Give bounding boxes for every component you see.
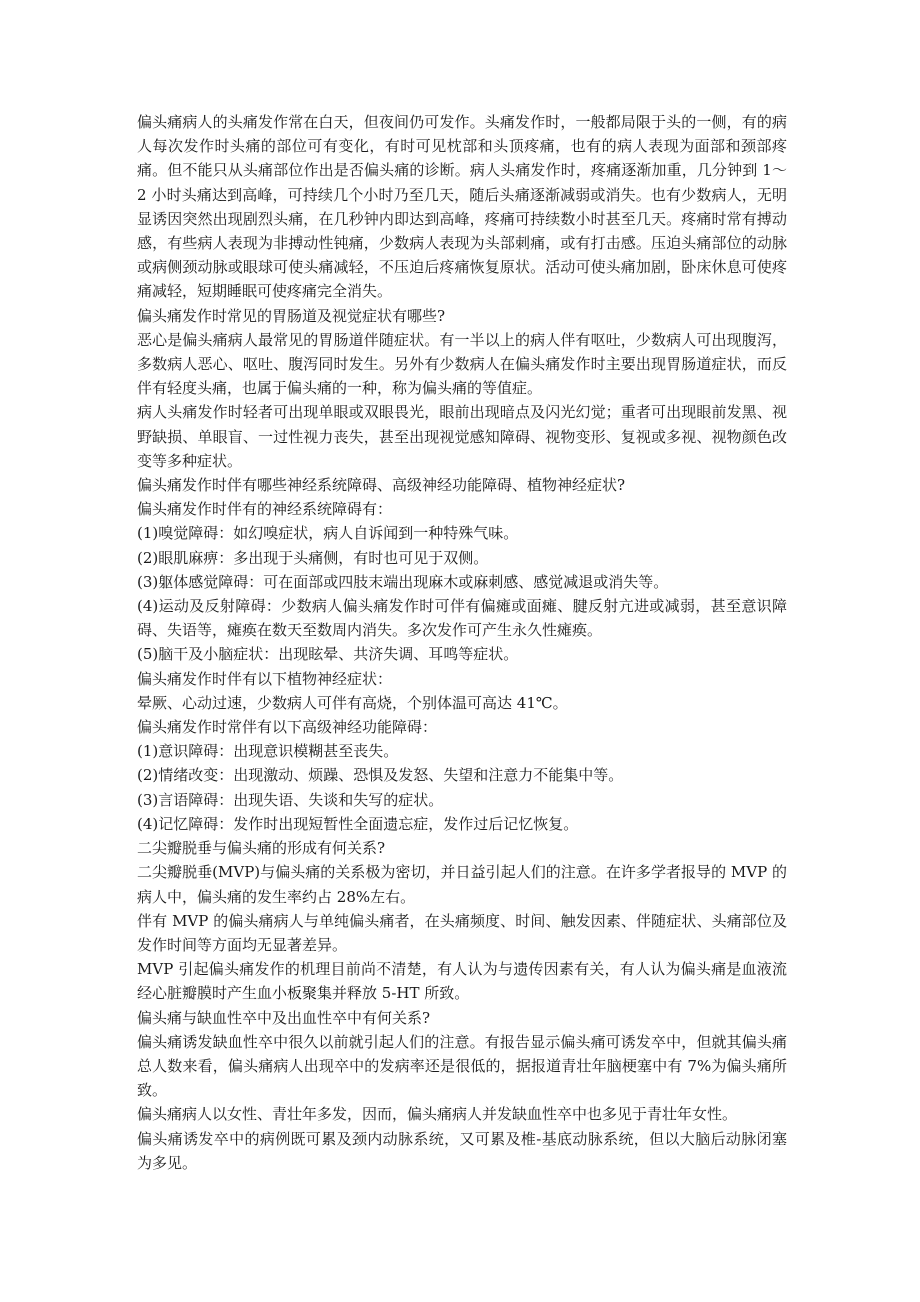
paragraph-stroke-demographics: 偏头痛病人以女性、青壮年多发，因而，偏头痛病人并发缺血性卒中也多见于青壮年女性。 [137, 1105, 738, 1124]
paragraph-autonomic-intro: 偏头痛发作时伴有以下植物神经症状： [137, 669, 393, 688]
list-item-olfactory: (1)嗅觉障碍：如幻嗅症状，病人自诉闻到一种特殊气味。 [137, 524, 519, 543]
heading-mvp: 二尖瓣脱垂与偏头痛的形成有何关系? [137, 839, 386, 858]
list-item-mood: (2)情绪改变：出现激动、烦躁、恐惧及发怒、失望和注意力不能集中等。 [137, 766, 624, 785]
document-body [137, 110, 787, 1175]
paragraph-stroke-arteries: 偏头痛诱发卒中的病例既可累及颈内动脉系统，又可累及椎-基底动脉系统，但以大脑后动脉闭塞为多见。 [137, 1129, 787, 1172]
list-item-brainstem: (5)脑干及小脑症状：出现眩晕、共济失调、耳鸣等症状。 [137, 645, 519, 664]
list-item-memory: (4)记忆障碍：发作时出现短暂性全面遗忘症，发作过后记忆恢复。 [137, 814, 579, 833]
paragraph-gi-symptoms: 恶心是偏头痛病人最常见的胃肠道伴随症状。有一半以上的病人伴有呕吐，少数病人可出现腹泻，多数病人恶心、呕吐、腹泻同时发生。另外有少数病人在偏头痛发作时主要出现胃肠道症状，而反伴有轻度头痛，也属于偏头痛的一种，称为偏头痛的等值症。 [137, 330, 787, 398]
heading-neuro-symptoms: 偏头痛发作时伴有哪些神经系统障碍、高级神经功能障碍、植物神经症状? [137, 476, 626, 495]
paragraph-autonomic-symptoms: 晕厥、心动过速，少数病人可伴有高烧，个别体温可高达 41℃。 [137, 693, 568, 712]
list-item-consciousness: (1)意识障碍：出现意识模糊甚至丧失。 [137, 742, 399, 761]
paragraph-visual-symptoms: 病人头痛发作时轻者可出现单眼或双眼畏光，眼前出现暗点及闪光幻觉；重者可出现眼前发黑、视野缺损、单眼盲、一过性视力丧失，甚至出现视觉感知障碍、视物变形、复视或多视、视物颜色改变等多种症状。 [137, 403, 787, 470]
paragraph-mvp-mechanism: MVP 引起偏头痛发作的机理目前尚不清楚，有人认为与遗传因素有关，有人认为偏头痛是血液流经心脏瓣膜时产生血小板聚集并释放 5-HT 所致。 [137, 960, 787, 1003]
paragraph-neuro-intro: 偏头痛发作时伴有的神经系统障碍有： [137, 500, 393, 519]
heading-gi-visual-symptoms: 偏头痛发作时常见的胃肠道及视觉症状有哪些? [137, 306, 446, 325]
paragraph-mvp-comparison: 伴有 MVP 的偏头痛病人与单纯偏头痛者，在头痛频度、时间、触发因素、伴随症状、头痛部位及发作时间等方面均无显著差异。 [137, 911, 787, 954]
list-item-motor-reflex: (4)运动及反射障碍：少数病人偏头痛发作时可伴有偏瘫或面瘫、腱反射亢进或减弱，甚至意识障碍、失语等，瘫痪在数天至数周内消失。多次发作可产生永久性瘫痪。 [137, 597, 787, 640]
list-item-somatosensory: (3)躯体感觉障碍：可在面部或四肢末端出现麻木或麻刺感、感觉减退或消失等。 [137, 572, 669, 591]
paragraph-higher-function-intro: 偏头痛发作时常伴有以下高级神经功能障碍： [137, 718, 438, 737]
paragraph-headache-onset: 偏头痛病人的头痛发作常在白天，但夜间仍可发作。头痛发作时，一般都局限于头的一侧，有的病人每次发作时头痛的部位可有变化，有时可见枕部和头顶疼痛，也有的病人表现为面部和颈部疼痛。但不能只从头痛部位作出是否偏头痛的诊断。病人头痛发作时，疼痛逐渐加重，几分钟到 1～2 小时头痛达到高峰，可持续几个小时乃至几天，随后头痛逐渐减弱或消失。也有少数病人，无明显诱因突然出现剧烈头痛，在几秒钟内即达到高峰，疼痛可持续数小时甚至几天。疼痛时常有搏动感，有些病人表现为非搏动性钝痛，少数病人表现为头部刺痛，或有打击感。压迫头痛部位的动脉或病侧颈动脉或眼球可使头痛减轻，不压迫后疼痛恢复原状。活动可使头痛加剧，卧床休息可使疼痛减轻，短期睡眠可使疼痛完全消失。 [137, 113, 787, 301]
heading-stroke: 偏头痛与缺血性卒中及出血性卒中有何关系? [137, 1008, 431, 1027]
paragraph-stroke-incidence: 偏头痛诱发缺血性卒中很久以前就引起人们的注意。有报告显示偏头痛可诱发卒中，但就其偏头痛总人数来看，偏头痛病人出现卒中的发病率还是很低的，据报道青壮年脑梗塞中有 7%为偏头痛所致。 [137, 1032, 787, 1100]
list-item-language: (3)言语障碍：出现失语、失谈和失写的症状。 [137, 790, 444, 809]
paragraph-mvp-relation: 二尖瓣脱垂(MVP)与偏头痛的关系极为密切，并日益引起人们的注意。在许多学者报导的 MVP 的病人中，偏头痛的发生率约占 28%左右。 [137, 863, 787, 906]
list-item-ophthalmoplegia: (2)眼肌麻痹：多出现于头痛侧，有时也可见于双侧。 [137, 548, 489, 567]
